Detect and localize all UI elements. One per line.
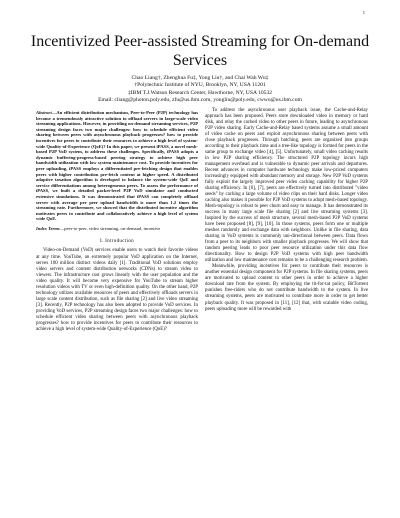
author-block (30, 75, 370, 105)
left-column (36, 110, 198, 333)
paper-title: Incentivized Peer-assisted Streaming for On-demand Services (30, 33, 370, 69)
author-names: Chao Liang†, Zhenghua Fu‡, Yong Liu†, and Chai Wah Wu‡ (131, 75, 269, 81)
index-terms (36, 226, 198, 232)
intro-paragraph-1: Video-on-Demand (VoD) services enable users to watch their favorite videos at any time. YouTube, an extremely popular VoD application on the Internet, serves 100 million distinct videos daily [1]. Traditional VoD solutions employ video servers and content distribution networks (CDNs) to stream video to viewers. The infrastructure cost grows linearly with the user population and the video quality. It will become very expensive for YouTube to stream higher resolution videos with TV or even high-definition quality. On the other hand, P2P technology utilizes available resources of peers and effectively offloads servers in large scale content distribution, such as file sharing [2] and live video streaming [3]. Recently, P2P technology has also been adopted to provide VoD services. In providing VoD services, P2P streaming design faces two major challenges: how to schedule efficient video sharing between peers with asynchronous playback progresses? how to provide incentives for peers to contribute their resources to achieve a high level of system-wide Quality-of-Experience (QoE)? (36, 248, 198, 332)
affiliation-2: ‡IBM T.J.Watson Research Center, Hawthorne, NY, USA 10532 (127, 89, 273, 96)
page-number: 1 (362, 10, 365, 15)
body-paragraph-1: To address the asynchronous user playback issue, the Cache-and-Relay approach has been proposed. Peers store downloaded video in memory or hard disk, and relay the cached video to other peers in future, leading to asynchronous P2P video sharing. Early Cache-and-Relay based systems assume a small amount of video cache on peers and exploit asynchronous sharing between peers with close playback progresses. Through batching, peers are organized into groups according to their playback time and a tree-like topology is formed for peers in the same group to exchange video [4], [5]. Unfortunately, small video caching results in low P2P sharing efficiency. The structured P2P topology incurs high management overhead and is vulnerable to dynamic peer arrivals and departures. Recent advances in computer hardware technology make low-priced computers increasingly equipped with abundant memory and storage. New P2P VoD systems fully exploit the largely improved peer video caching capability for higher P2P sharing efficiency. In [6], [7], peers are effectively turned into distributed "video seeds" by caching a large volume of video clips on their hard disks. Longer video caching also makes it possible for P2P VoD systems to adopt mesh-based topology. Mesh-topology is robust to peer churn and easy to manage. It has demonstrated its success in many large scale file sharing [2] and live streaming systems [3]. Inspired by the success of mesh structure, several mesh-based P2P VoD systems have been proposed [8], [9], [10]. In those systems, peers form one or multiple meshes randomly and exchange data with neighbors. Unlike in file sharing, data sharing in VoD systems is commonly uni-directional between peers. Data flows from a peer to its neighbors with smaller playback progresses. We will show that random peering leads to poor peer resource utilization under this data flow directionality. How to design P2P VoD systems with high peer bandwidth utilization and low maintenance cost remains to be a challenging research problem. (205, 108, 368, 264)
right-column (205, 108, 368, 313)
author-emails: Email: cliang@photon.poly.edu, zfu@us.ibm.com, yongliu@poly.edu, cwwu@us.ibm.com (98, 97, 302, 104)
body-paragraph-2: Meanwhile, providing incentives for peers to contribute their resources is another essential design component for P2P systems. In file sharing systems, peers are motivated to upload content to other peers in order to achieve a higher download rate from the system. By employing the tit-for-tat policy, BitTorrent punishes free-riders who do not contribute bandwidth to the system. In live streaming systems, peers are motivated to contribute more in order to get better playback quality. It was proposed in [11], [12] that, with scalable video coding, peers uploading more will be rewarded with (205, 264, 368, 312)
section-heading-introduction: I. Introduction (100, 238, 134, 245)
abstract-text: —An efficient distribution mechanism, Peer-to-Peer (P2P) technology has become a tremendously attractive solution to offload servers in large-scale video streaming applications. However, in providing on-demand streaming services, P2P streaming design faces two major challenges: how to schedule efficient video sharing between peers with asynchronous playback progresses? how to provide incentives for peers to contribute their resources to achieve a high level of system-wide Quality-of-Experience (QoE)? In this paper, we present iPASS, a novel mesh-based P2P VoD system, to address these challenges. Specifically, iPASS adopts a dynamic buffering-progress-based peering strategy to achieve high peer bandwidth utilization with low system maintenance cost. To provide incentives for peer uploading, iPASS employs a differentiated pre-fetching design that enables peers with higher contribution pre-fetch content at higher speed. A distributed adaptive taxation algorithm is developed to balance the system-wide QoE and service differentiations among heterogeneous peers. To assess the performance of iPASS, we built a detailed packet-level P2P VoD simulator and conducted extensive simulations. It was demonstrated that iPASS can completely offload server with average per peer upload bandwidth is more than 1.2 times the streaming rate. Furthermore, we showed that the distributed incentive algorithm motivates peers to contribute and collaboratively achieve a high level of system wide QoE. (36, 110, 198, 222)
abstract-label: Abstract (36, 110, 52, 115)
index-terms-label: Index Terms (36, 225, 60, 231)
index-terms-text: —peer-to-peer, video streaming, on-demand, incentive (59, 225, 161, 231)
abstract (36, 110, 198, 222)
affiliation-1: †Polytechnic Institute of NYU, Brooklyn, NY, USA 11201 (134, 82, 266, 89)
